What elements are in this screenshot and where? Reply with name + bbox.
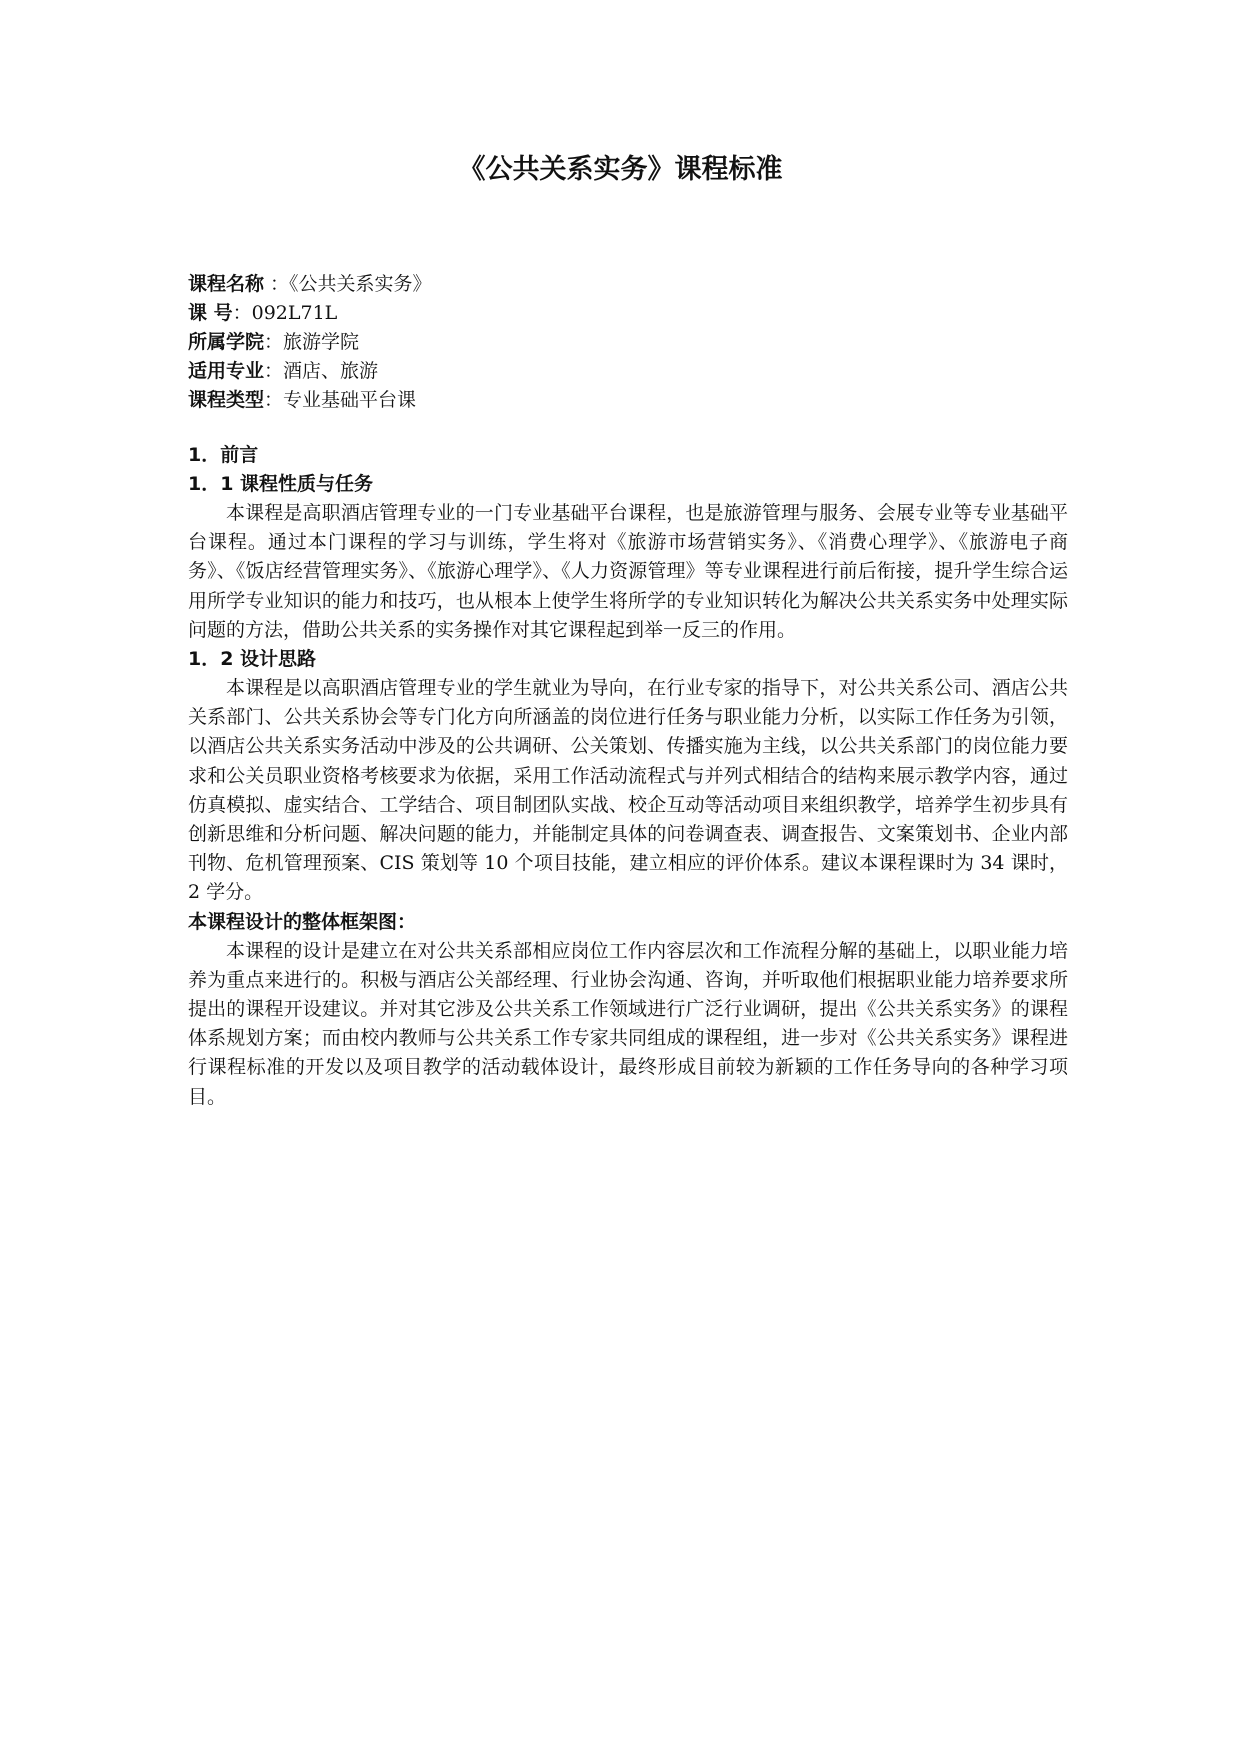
info-label: 所属学院 [188, 331, 265, 353]
document-body [188, 270, 1068, 1112]
info-label: 课程类型 [188, 389, 265, 411]
info-course-name [188, 270, 1068, 299]
info-college [188, 328, 1068, 357]
info-value: ：旅游学院 [264, 331, 360, 353]
section-heading-nature: 1．1 课程性质与任务 [188, 473, 374, 495]
info-label: 课 号 [188, 302, 233, 324]
section-heading-framework: 本课程设计的整体框架图： [188, 910, 417, 933]
section-heading-preface: 1．前言 [188, 444, 259, 466]
info-label: 课程名称 [188, 273, 265, 295]
info-course-type [188, 386, 1068, 415]
info-value: ：酒店、旅游 [264, 360, 379, 382]
info-label: 适用专业 [188, 360, 265, 382]
info-value: ：《公共关系实务》 [264, 273, 432, 295]
info-value: ：专业基础平台课 [264, 389, 417, 411]
paragraph-framework: 本课程的设计是建立在对公共关系部相应岗位工作内容层次和工作流程分解的基础上，以职业能力培养为重点来进行的。积极与酒店公关部经理、行业协会沟通、咨询，并听取他们根据职业能力培养要求所提出的课程开设建议。并对其它涉及公共关系工作领域进行广泛行业调研，提出《公共关系实务》的课程体系规划方案；而由校内教师与公共关系工作专家共同组成的课程组，进一步对《公共关系实务》课程进行课程标准的开发以及项目教学的活动载体设计，最终形成目前较为新颖的工作任务导向的各种学习项目。 [188, 939, 1068, 1108]
info-major [188, 357, 1068, 386]
info-course-number [188, 299, 1068, 328]
spacer [188, 415, 1068, 441]
paragraph-design: 本课程是以高职酒店管理专业的学生就业为导向，在行业专家的指导下，对公共关系公司、酒店公共关系部门、公共关系协会等专门化方向所涵盖的岗位进行任务与职业能力分析，以实际工作任务为引领，以酒店公共关系实务活动中涉及的公共调研、公关策划、传播实施为主线，以公共关系部门的岗位能力要求和公关员职业资格考核要求为依据，采用工作活动流程式与并列式相结合的结构来展示教学内容，通过仿真模拟、虚实结合、工学结合、项目制团队实战、校企互动等活动项目来组织教学，培养学生初步具有创新思维和分析问题、解决问题的能力，并能制定具体的问卷调查表、调查报告、文案策划书、企业内部刊物、危机管理预案、CIS 策划等 10 个项目技能，建立相应的评价体系。建议本课程课时为 34 课时，2 学分。 [188, 677, 1068, 904]
paragraph-nature: 本课程是高职酒店管理专业的一门专业基础平台课程，也是旅游管理与服务、会展专业等专业基础平台课程。通过本门课程的学习与训练，学生将对《旅游市场营销实务》、《消费心理学》、《旅游电子商务》、《饭店经营管理实务》、《旅游心理学》、《人力资源管理》等专业课程进行前后衔接，提升学生综合运用所学专业知识的能力和技巧，也从根本上使学生将所学的专业知识转化为解决公共关系实务中处理实际问题的方法，借助公共关系的实务操作对其它课程起到举一反三的作用。 [188, 502, 1068, 641]
section-heading-design: 1．2 设计思路 [188, 648, 317, 671]
document-title: 《公共关系实务》课程标准 [458, 154, 783, 185]
info-value: ：092L71L [232, 302, 338, 324]
